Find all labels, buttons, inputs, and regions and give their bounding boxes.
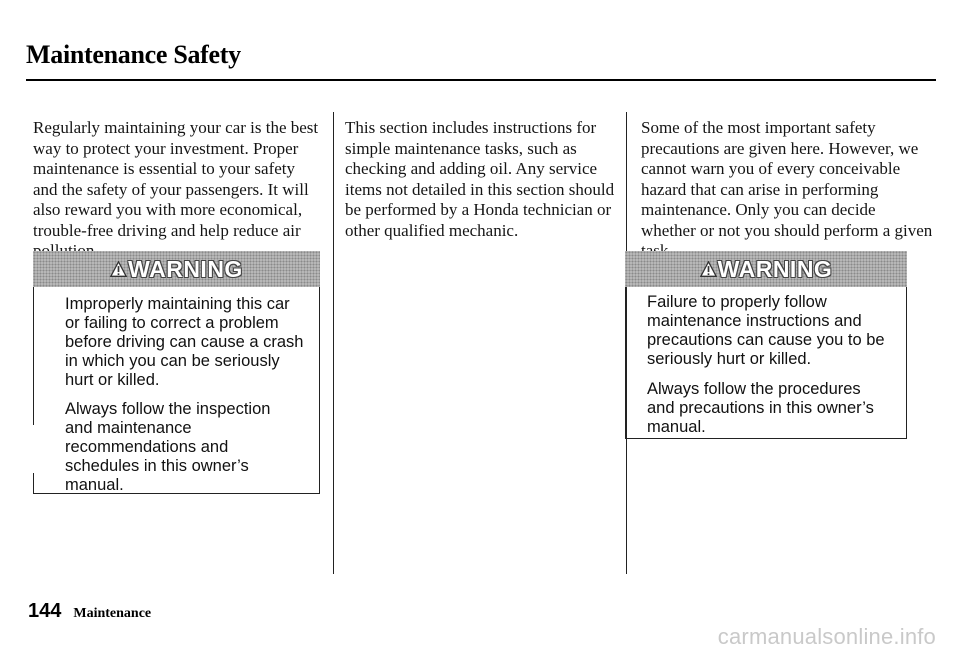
page-title: Maintenance Safety	[26, 40, 241, 69]
warning-border-left	[625, 287, 626, 439]
warning-box	[33, 251, 320, 494]
section-instructions-paragraph: This section includes instructions for simple maintenance tasks, such as checking and adding oil. Any service items not detailed in this section should be performed by a Honda technician or other qualified mechanic.	[345, 118, 615, 240]
warning-box	[625, 251, 907, 439]
warning-banner	[33, 251, 320, 287]
warning-body	[625, 287, 907, 439]
column-divider-left	[333, 112, 334, 574]
warning-paragraph: Improperly maintaining this car or failing to correct a problem before driving can cause a crash in which you can be seriously hurt or killed.	[65, 295, 304, 389]
warning-paragraph: Always follow the inspection and maintenance recommendations and schedules in this owner’s manual.	[65, 400, 271, 494]
page-footer	[28, 600, 151, 623]
warning-label: WARNING	[717, 255, 833, 282]
warning-paragraph: Always follow the procedures and precautions in this owner’s manual.	[647, 380, 874, 436]
watermark: carmanualsonline.info	[717, 624, 936, 649]
warning-banner	[625, 251, 907, 287]
intro-paragraph: Regularly maintaining your car is the best way to protect your investment. Proper maintenance is essential to your safety and the safety of your passengers. It will also reward you with more economical, trouble-free driving and help reduce air	[33, 118, 319, 240]
page-number: 144	[28, 600, 62, 622]
warning-border-left	[33, 287, 34, 425]
footer-section-name: Maintenance	[73, 606, 152, 621]
warning-paragraph: Failure to properly follow maintenance instructions and precautions can cause you to be seriously hurt or killed.	[647, 293, 885, 368]
warning-label: WARNING	[128, 255, 243, 282]
header-rule	[26, 79, 936, 81]
warning-triangle-icon	[700, 261, 717, 278]
warning-triangle-icon	[110, 261, 127, 278]
warning-body	[33, 287, 320, 494]
safety-precautions-paragraph: Some of the most important safety precautions are given here. However, we cannot warn you of every conceivable hazard that can arise in performing maintenance. Only you can decide whether or not you should perform a given	[641, 118, 933, 240]
warning-border-left-lower	[33, 473, 34, 494]
